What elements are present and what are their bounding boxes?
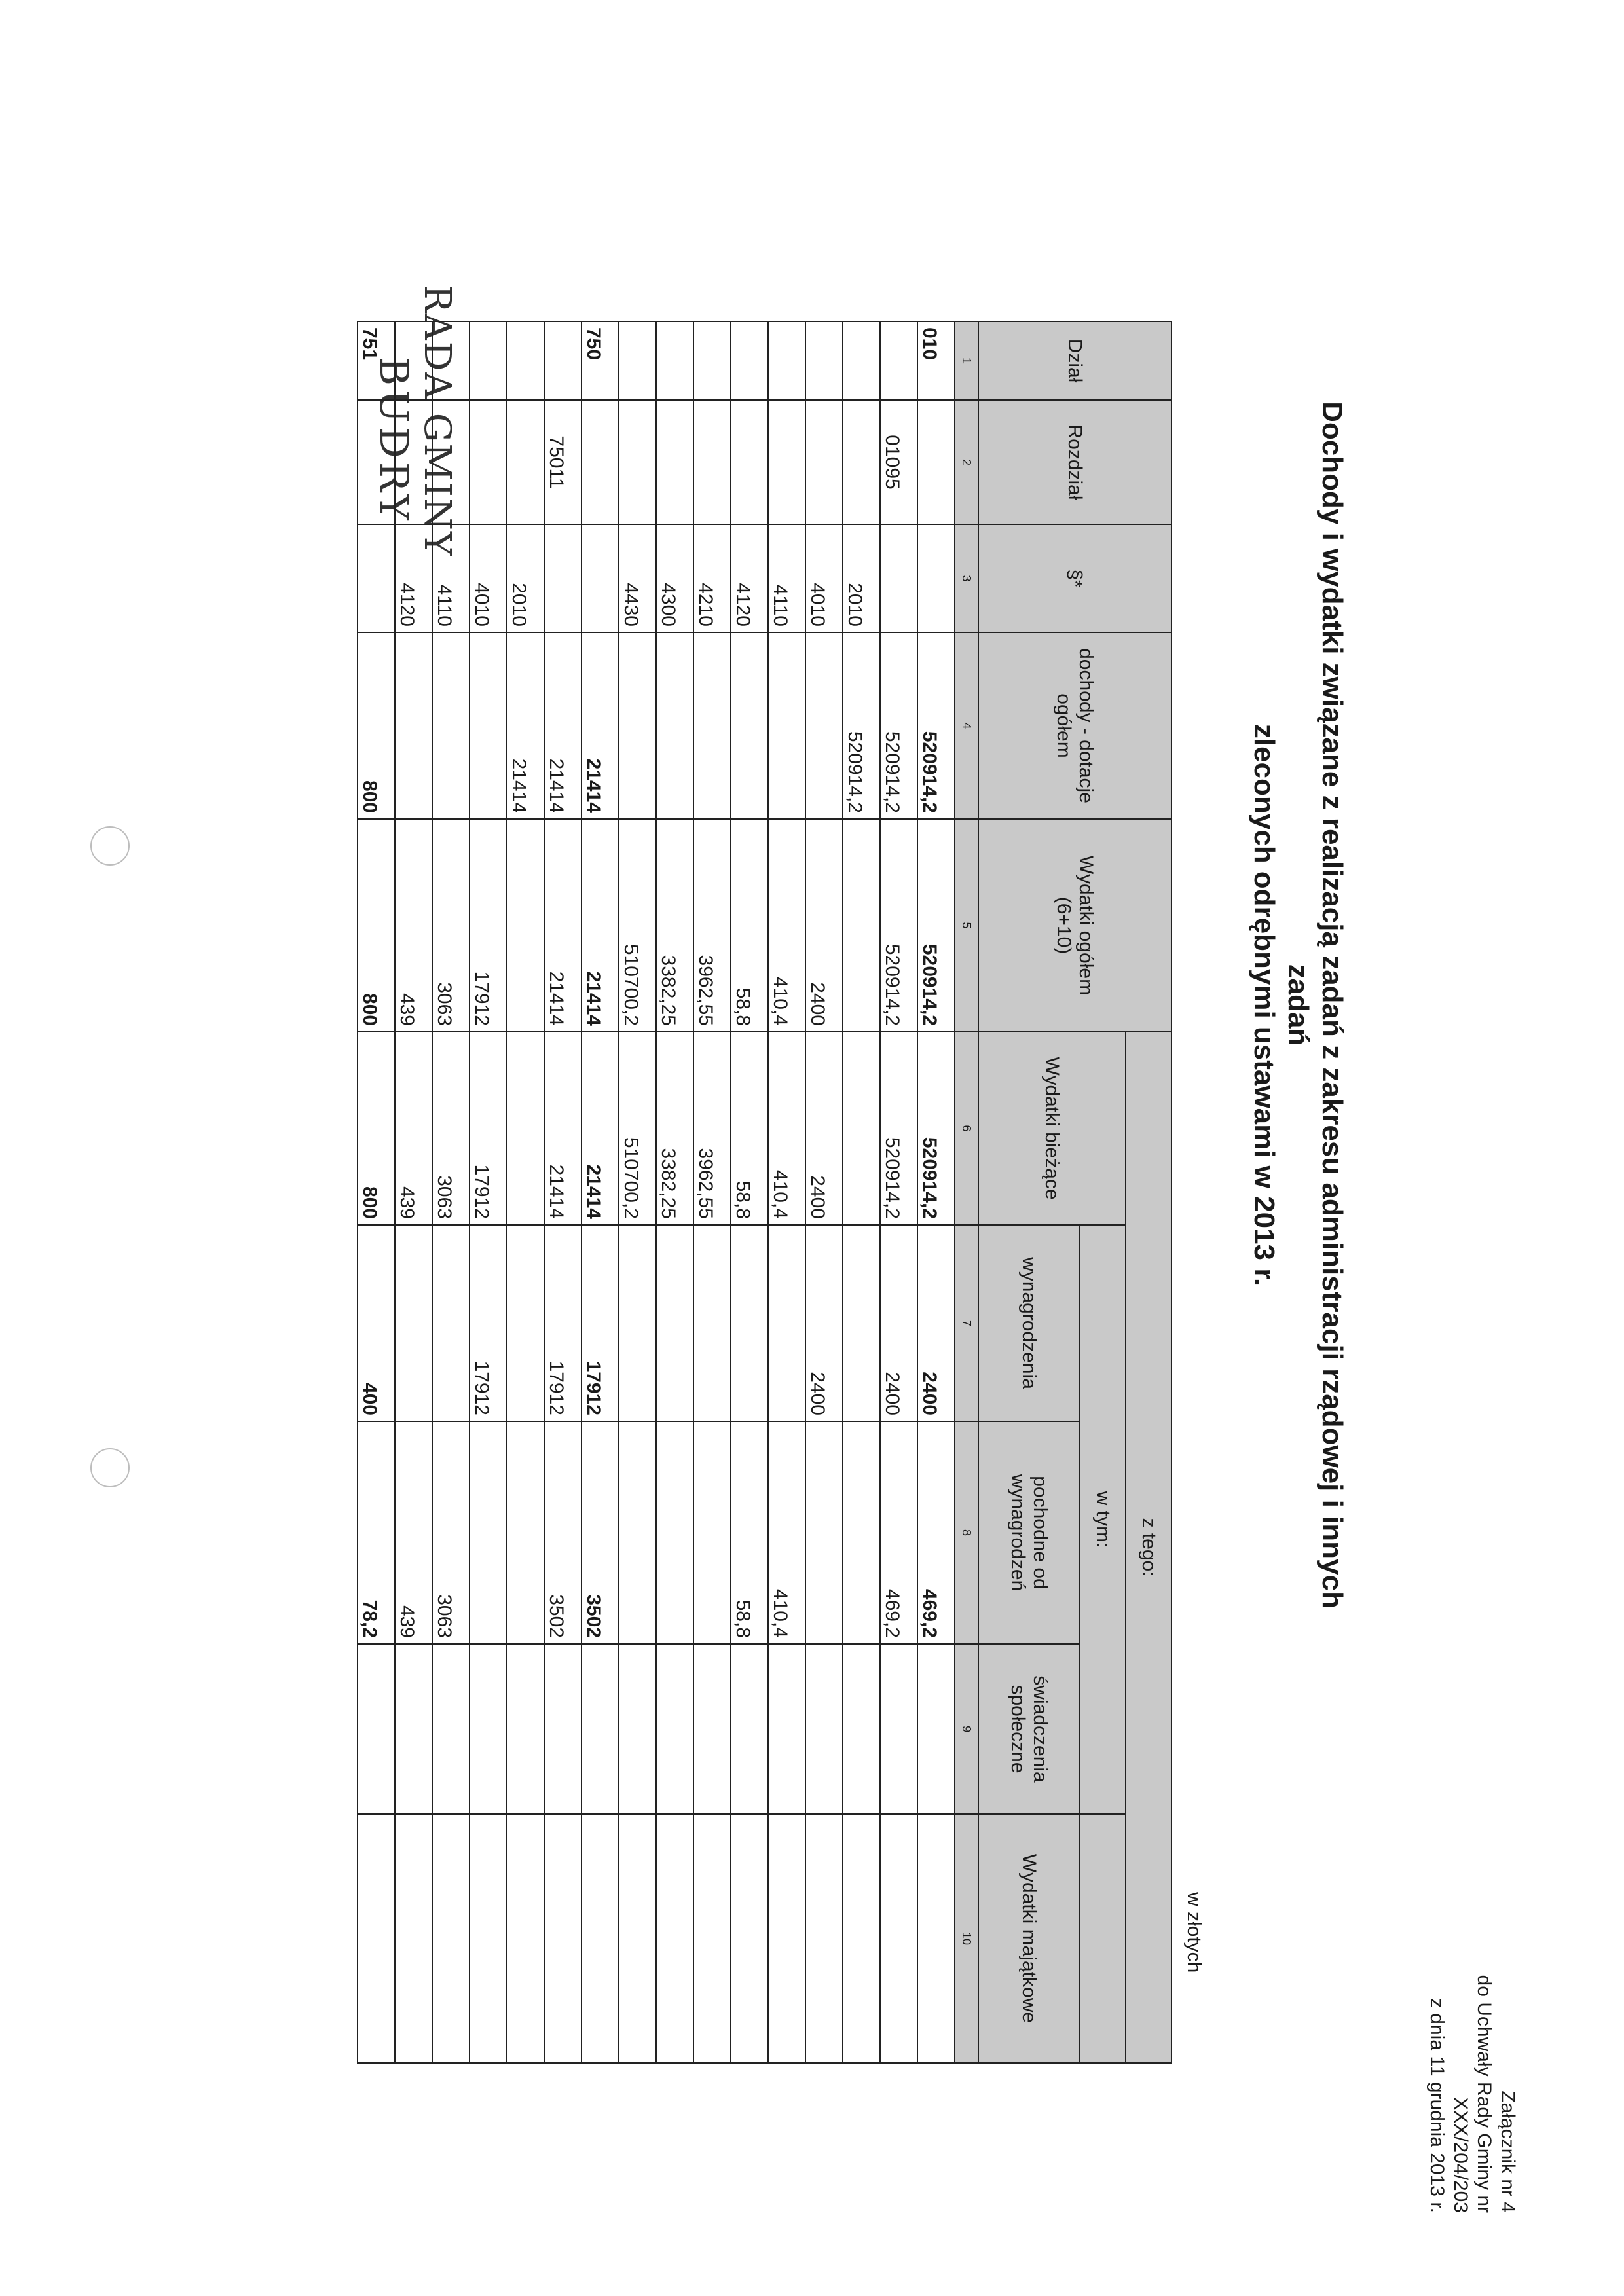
cell-biezace: 58,8	[731, 1032, 768, 1225]
cell-wynagrodzenia	[619, 1225, 656, 1421]
cell-biezace: 21414	[581, 1032, 619, 1225]
cell-wynagrodzenia: 17912	[544, 1225, 581, 1421]
cell-majatkowe	[880, 1814, 917, 2063]
cell-ogolem: 439	[395, 819, 432, 1032]
cell-dzial	[693, 321, 731, 400]
cell-paragraf: 4110	[768, 524, 805, 632]
cell-dochody	[656, 632, 693, 819]
document-title	[1247, 383, 1349, 1627]
cell-swiadczenia	[507, 1644, 544, 1814]
column-number: 5	[955, 819, 978, 1032]
cell-swiadczenia	[731, 1644, 768, 1814]
header-pochodne: pochodne od wynagrodzeń	[978, 1421, 1080, 1644]
cell-dzial	[880, 321, 917, 400]
cell-biezace: 3962,55	[693, 1032, 731, 1225]
cell-dochody: 21414	[544, 632, 581, 819]
title-line-2: zleconych odrębnymi ustawami w 2013 r.	[1248, 723, 1280, 1286]
attachment-line-2: do Uchwały Rady Gminy nr XXX/204/203	[1450, 1975, 1495, 2213]
cell-paragraf: 4120	[395, 524, 432, 632]
cell-dzial	[619, 321, 656, 400]
cell-ogolem: 3063	[432, 819, 470, 1032]
cell-paragraf	[544, 524, 581, 632]
cell-rozdzial	[395, 400, 432, 524]
cell-dochody	[432, 632, 470, 819]
cell-rozdzial	[470, 400, 507, 524]
cell-ogolem	[507, 819, 544, 1032]
cell-dzial: 750	[581, 321, 619, 400]
cell-dochody: 21414	[581, 632, 619, 819]
cell-ogolem: 17912	[470, 819, 507, 1032]
cell-majatkowe	[656, 1814, 693, 2063]
stamp-line-2: BUDRY	[371, 357, 416, 524]
table-header	[955, 321, 1172, 2063]
attachment-line-1: Załącznik nr 4	[1497, 2090, 1519, 2213]
cell-paragraf: 4110	[432, 524, 470, 632]
cell-wynagrodzenia	[507, 1225, 544, 1421]
cell-swiadczenia	[395, 1644, 432, 1814]
cell-majatkowe	[470, 1814, 507, 2063]
cell-biezace: 2400	[805, 1032, 843, 1225]
column-number: 6	[955, 1032, 978, 1225]
cell-dzial	[470, 321, 507, 400]
cell-dzial	[507, 321, 544, 400]
table-row	[880, 321, 917, 2063]
cell-rozdzial: 75011	[544, 400, 581, 524]
cell-pochodne: 58,8	[731, 1421, 768, 1644]
cell-paragraf: 4300	[656, 524, 693, 632]
cell-wynagrodzenia	[843, 1225, 880, 1421]
cell-rozdzial	[507, 400, 544, 524]
cell-ogolem: 520914,2	[880, 819, 917, 1032]
cell-majatkowe	[395, 1814, 432, 2063]
cell-ogolem	[843, 819, 880, 1032]
budget-table	[357, 321, 1172, 2064]
header-wydatki-ogolem: Wydatki ogółem (6+10)	[978, 819, 1172, 1032]
cell-paragraf: 4210	[693, 524, 731, 632]
cell-majatkowe	[507, 1814, 544, 2063]
cell-rozdzial	[656, 400, 693, 524]
cell-pochodne	[470, 1421, 507, 1644]
cell-rozdzial	[432, 400, 470, 524]
cell-swiadczenia	[358, 1644, 395, 1814]
cell-biezace: 17912	[470, 1032, 507, 1225]
cell-paragraf: 4120	[731, 524, 768, 632]
cell-paragraf	[917, 524, 955, 632]
cell-pochodne: 439	[395, 1421, 432, 1644]
column-number-row	[955, 321, 978, 2063]
cell-dzial	[843, 321, 880, 400]
cell-dzial	[395, 321, 432, 400]
cell-majatkowe	[917, 1814, 955, 2063]
cell-dochody	[619, 632, 656, 819]
cell-dochody: 800	[358, 632, 395, 819]
table-row	[358, 321, 395, 2063]
cell-rozdzial: 01095	[880, 400, 917, 524]
cell-paragraf: 4010	[805, 524, 843, 632]
table-row	[805, 321, 843, 2063]
header-w-tym: w tym:	[1080, 1225, 1126, 1814]
cell-wynagrodzenia: 17912	[470, 1225, 507, 1421]
cell-biezace: 21414	[544, 1032, 581, 1225]
attachment-note	[1425, 1872, 1519, 2213]
column-number: 7	[955, 1225, 978, 1421]
cell-swiadczenia	[693, 1644, 731, 1814]
cell-biezace	[507, 1032, 544, 1225]
cell-swiadczenia	[768, 1644, 805, 1814]
header-spacer	[1080, 1814, 1126, 2063]
cell-dochody	[470, 632, 507, 819]
header-z-tego: z tego:	[1126, 1032, 1172, 2063]
cell-pochodne: 469,2	[917, 1421, 955, 1644]
punch-hole	[90, 826, 130, 866]
cell-paragraf: 2010	[507, 524, 544, 632]
cell-wynagrodzenia	[768, 1225, 805, 1421]
cell-ogolem: 410,4	[768, 819, 805, 1032]
cell-pochodne: 3502	[544, 1421, 581, 1644]
cell-majatkowe	[693, 1814, 731, 2063]
header-wynagrodzenia: wynagrodzenia	[978, 1225, 1080, 1421]
cell-rozdzial	[693, 400, 731, 524]
cell-biezace: 439	[395, 1032, 432, 1225]
table-row	[656, 321, 693, 2063]
cell-paragraf	[880, 524, 917, 632]
stamp-line-1: RADA GMINY	[416, 285, 458, 557]
cell-pochodne: 469,2	[880, 1421, 917, 1644]
column-number: 10	[955, 1814, 978, 2063]
cell-paragraf: 4430	[619, 524, 656, 632]
cell-rozdzial	[731, 400, 768, 524]
cell-biezace: 410,4	[768, 1032, 805, 1225]
cell-paragraf: 2010	[843, 524, 880, 632]
cell-ogolem: 3382,25	[656, 819, 693, 1032]
table-row	[619, 321, 656, 2063]
cell-dochody	[693, 632, 731, 819]
cell-wynagrodzenia	[395, 1225, 432, 1421]
cell-swiadczenia	[843, 1644, 880, 1814]
cell-dochody: 520914,2	[843, 632, 880, 819]
cell-majatkowe	[544, 1814, 581, 2063]
header-dzial: Dział	[978, 321, 1172, 400]
cell-ogolem: 800	[358, 819, 395, 1032]
punch-hole	[90, 1448, 130, 1487]
cell-wynagrodzenia: 400	[358, 1225, 395, 1421]
unit-label: w złotych	[1183, 1892, 1205, 1973]
cell-swiadczenia	[432, 1644, 470, 1814]
cell-biezace: 510700,2	[619, 1032, 656, 1225]
cell-wynagrodzenia	[693, 1225, 731, 1421]
header-majatkowe: Wydatki majątkowe	[978, 1814, 1080, 2063]
cell-majatkowe	[581, 1814, 619, 2063]
table-row	[693, 321, 731, 2063]
header-swiadczenia: świadczenia społeczne	[978, 1644, 1080, 1814]
cell-dochody: 520914,2	[917, 632, 955, 819]
cell-ogolem: 520914,2	[917, 819, 955, 1032]
cell-pochodne	[843, 1421, 880, 1644]
cell-swiadczenia	[917, 1644, 955, 1814]
attachment-line-3: z dnia 11 grudnia 2013 r.	[1426, 1997, 1448, 2213]
table-row	[432, 321, 470, 2063]
cell-wynagrodzenia	[656, 1225, 693, 1421]
cell-majatkowe	[358, 1814, 395, 2063]
cell-dochody	[731, 632, 768, 819]
cell-pochodne: 3063	[432, 1421, 470, 1644]
cell-pochodne: 410,4	[768, 1421, 805, 1644]
cell-majatkowe	[843, 1814, 880, 2063]
cell-ogolem: 21414	[544, 819, 581, 1032]
table-body	[358, 321, 955, 2063]
cell-wynagrodzenia: 2400	[805, 1225, 843, 1421]
column-number: 1	[955, 321, 978, 400]
cell-majatkowe	[731, 1814, 768, 2063]
cell-wynagrodzenia: 2400	[880, 1225, 917, 1421]
cell-dochody: 21414	[507, 632, 544, 819]
header-rozdzial: Rozdział	[978, 400, 1172, 524]
cell-rozdzial	[358, 400, 395, 524]
cell-ogolem: 58,8	[731, 819, 768, 1032]
table-row	[731, 321, 768, 2063]
cell-wynagrodzenia: 17912	[581, 1225, 619, 1421]
table-row	[544, 321, 581, 2063]
cell-dzial: 010	[917, 321, 955, 400]
cell-paragraf	[358, 524, 395, 632]
cell-paragraf: 4010	[470, 524, 507, 632]
cell-dzial	[768, 321, 805, 400]
cell-swiadczenia	[544, 1644, 581, 1814]
cell-swiadczenia	[805, 1644, 843, 1814]
header-paragraf: §*	[978, 524, 1172, 632]
cell-rozdzial	[917, 400, 955, 524]
cell-wynagrodzenia	[432, 1225, 470, 1421]
cell-swiadczenia	[619, 1644, 656, 1814]
cell-rozdzial	[843, 400, 880, 524]
cell-biezace	[843, 1032, 880, 1225]
cell-wynagrodzenia	[731, 1225, 768, 1421]
table-row	[917, 321, 955, 2063]
cell-biezace: 3382,25	[656, 1032, 693, 1225]
table-row	[768, 321, 805, 2063]
cell-majatkowe	[768, 1814, 805, 2063]
column-number: 3	[955, 524, 978, 632]
cell-majatkowe	[619, 1814, 656, 2063]
table-row	[581, 321, 619, 2063]
cell-dzial: 751	[358, 321, 395, 400]
table-row	[843, 321, 880, 2063]
cell-dzial	[544, 321, 581, 400]
cell-swiadczenia	[470, 1644, 507, 1814]
cell-biezace: 800	[358, 1032, 395, 1225]
cell-swiadczenia	[581, 1644, 619, 1814]
cell-biezace: 520914,2	[880, 1032, 917, 1225]
column-number: 8	[955, 1421, 978, 1644]
cell-pochodne: 3502	[581, 1421, 619, 1644]
cell-pochodne	[656, 1421, 693, 1644]
column-number: 4	[955, 632, 978, 819]
cell-dochody	[768, 632, 805, 819]
cell-rozdzial	[805, 400, 843, 524]
cell-rozdzial	[768, 400, 805, 524]
table-row	[507, 321, 544, 2063]
header-wydatki-biezace: Wydatki bieżące	[978, 1032, 1126, 1225]
header-dochody: dochody - dotacje ogółem	[978, 632, 1172, 819]
cell-pochodne	[693, 1421, 731, 1644]
cell-dochody	[395, 632, 432, 819]
cell-dzial	[805, 321, 843, 400]
cell-pochodne	[619, 1421, 656, 1644]
cell-pochodne: 78,2	[358, 1421, 395, 1644]
cell-swiadczenia	[880, 1644, 917, 1814]
cell-swiadczenia	[656, 1644, 693, 1814]
column-number: 2	[955, 400, 978, 524]
cell-majatkowe	[805, 1814, 843, 2063]
cell-pochodne	[805, 1421, 843, 1644]
cell-dzial	[432, 321, 470, 400]
cell-pochodne	[507, 1421, 544, 1644]
column-number: 9	[955, 1644, 978, 1814]
table-row	[395, 321, 432, 2063]
cell-biezace: 3063	[432, 1032, 470, 1225]
cell-biezace: 520914,2	[917, 1032, 955, 1225]
cell-majatkowe	[432, 1814, 470, 2063]
cell-ogolem: 3962,55	[693, 819, 731, 1032]
cell-wynagrodzenia: 2400	[917, 1225, 955, 1421]
table-row	[470, 321, 507, 2063]
cell-ogolem: 21414	[581, 819, 619, 1032]
cell-dzial	[656, 321, 693, 400]
cell-dochody	[805, 632, 843, 819]
cell-dochody: 520914,2	[880, 632, 917, 819]
cell-rozdzial	[619, 400, 656, 524]
cell-rozdzial	[581, 400, 619, 524]
cell-dzial	[731, 321, 768, 400]
cell-paragraf	[581, 524, 619, 632]
title-line-1: Dochody i wydatki związane z realizacją zadań z zakresu administracji rządowej i innych zadań	[1282, 401, 1348, 1609]
cell-ogolem: 2400	[805, 819, 843, 1032]
cell-ogolem: 510700,2	[619, 819, 656, 1032]
